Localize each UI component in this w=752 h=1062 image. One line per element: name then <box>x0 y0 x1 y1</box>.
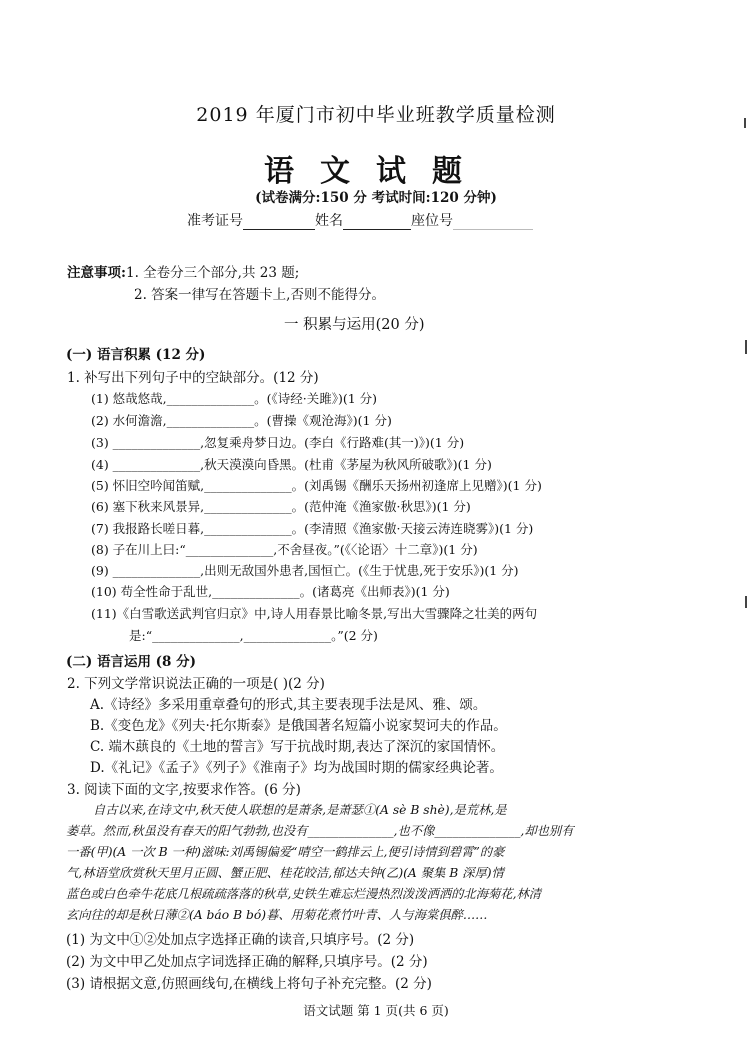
sub-question: (2) 为文中甲乙处加点字词选择正确的解释,只填序号。(2 分) <box>66 954 428 970</box>
fill-item: (1) 悠哉悠哉,______________。(《诗经·关雎》)(1 分) <box>91 391 378 406</box>
passage-line: 自古以来,在诗文中,秋天使人联想的是萧条,是萧瑟①(A sè B shè),是荒林,是 <box>93 803 507 817</box>
part-heading: (一) 语言积累 (12 分) <box>66 347 206 363</box>
question-stem: 1. 补写出下列句子中的空缺部分。(12 分) <box>67 370 319 386</box>
choice-option: B.《变色龙》《列夫·托尔斯泰》是俄国著名短篇小说家契诃夫的作品。 <box>90 718 507 734</box>
passage-line: 萎草。然而,秋虽没有春天的阳气勃勃,也没有______________,也不像______________,却也别有 <box>66 824 574 838</box>
passage-line: 气,林语堂欣赏秋天里月正圆、蟹正肥、桂花皎洁,郁达夫钟(乙)(A 聚集 B 深厚)情 <box>66 866 504 880</box>
name-label: 姓名 <box>315 213 343 229</box>
choice-option: C. 端木蕻良的《土地的誓言》写于抗战时期,表达了深沉的家国情怀。 <box>90 739 505 755</box>
notice-item-2: 2. 答案一律写在答题卡上,否则不能得分。 <box>134 287 385 303</box>
name-blank <box>343 215 411 230</box>
fill-item: 是:“______________,______________。”(2 分) <box>129 628 378 643</box>
sub-question: (3) 请根据文意,仿照画线句,在横线上将句子补充完整。(2 分) <box>66 976 432 992</box>
candidate-info <box>187 210 533 230</box>
notice-line-1 <box>67 261 299 281</box>
fill-item: (11)《白雪歌送武判官归京》中,诗人用春景比喻冬景,写出大雪骤降之壮美的两句 <box>91 606 538 621</box>
id-label: 准考证号 <box>187 213 243 229</box>
section-title: 一 积累与运用(20 分) <box>284 317 425 333</box>
scan-mark <box>745 340 747 354</box>
subject-title: 语文试题 <box>264 154 488 189</box>
id-blank <box>243 215 315 230</box>
seat-blank <box>453 215 533 230</box>
part-heading: (二) 语言运用 (8 分) <box>66 654 197 670</box>
question-stem: 3. 阅读下面的文字,按要求作答。(6 分) <box>67 782 301 798</box>
choice-option: D.《礼记》《孟子》《列子》《淮南子》均为战国时期的儒家经典论著。 <box>90 760 503 776</box>
question-stem: 2. 下列文学常识说法正确的一项是( )(2 分) <box>67 676 325 692</box>
fill-item: (6) 塞下秋来风景异,______________。(范仲淹《渔家傲·秋思》)(1 分) <box>91 499 471 514</box>
fill-item: (9) ______________,出则无敌国外患者,国恒亡。(《生于忧患,死于安乐》)(1 分) <box>91 563 519 578</box>
notice-item-1: 1. 全卷分三个部分,共 23 题; <box>125 265 300 281</box>
fill-item: (3) ______________,忽复乘舟梦日边。(李白《行路难(其一)》)(1 分) <box>91 435 465 450</box>
passage-line: 蓝色或白色牵牛花底几根疏疏落落的秋草,史铁生难忘烂漫热烈泼泼洒洒的北海菊花,林清 <box>66 887 542 901</box>
notice-label: 注意事项: <box>67 265 126 281</box>
sub-question: (1) 为文中①②处加点字选择正确的读音,只填序号。(2 分) <box>66 932 415 948</box>
choice-option: A.《诗经》多采用重章叠句的形式,其主要表现手法是风、雅、颂。 <box>90 697 487 713</box>
fill-item: (2) 水何澹澹,______________。(曹操《观沧海》)(1 分) <box>91 413 392 428</box>
exam-meta: (试卷满分:150 分 考试时间:120 分钟) <box>255 190 497 206</box>
fill-item: (8) 子在川上曰:“______________,不舍昼夜。”(《〈论语〉十二章》)(1 分) <box>91 542 478 557</box>
page-footer: 语文试题 第 1 页(共 6 页) <box>303 1003 449 1018</box>
fill-item: (10) 苟全性命于乱世,______________。(诸葛亮《出师表》)(1 分) <box>91 584 450 599</box>
passage-line: 一番(甲)(A 一次 B 一种)滋味:刘禹锡偏爱“晴空一鹤排云上,便引诗情到碧霄”的豪 <box>66 845 505 859</box>
scan-mark <box>745 596 747 608</box>
passage-line: 玄向往的却是秋日薄②(A báo B bó)暮、用菊花煮竹叶青、人与海棠俱醉…… <box>66 908 488 922</box>
fill-item: (4) ______________,秋天漠漠向昏黑。(杜甫《茅屋为秋风所破歌》)(1 分) <box>91 457 492 472</box>
seat-label: 座位号 <box>411 213 453 229</box>
exam-title: 2019 年厦门市初中毕业班教学质量检测 <box>196 104 556 126</box>
fill-item: (7) 我报路长嗟日暮,______________。(李清照《渔家傲·天接云涛连晓雾》)(1 分) <box>91 521 534 536</box>
fill-item: (5) 怀旧空吟闻笛赋,______________。(刘禹锡《酬乐天扬州初逢席上见赠》)(1 分) <box>91 478 542 493</box>
